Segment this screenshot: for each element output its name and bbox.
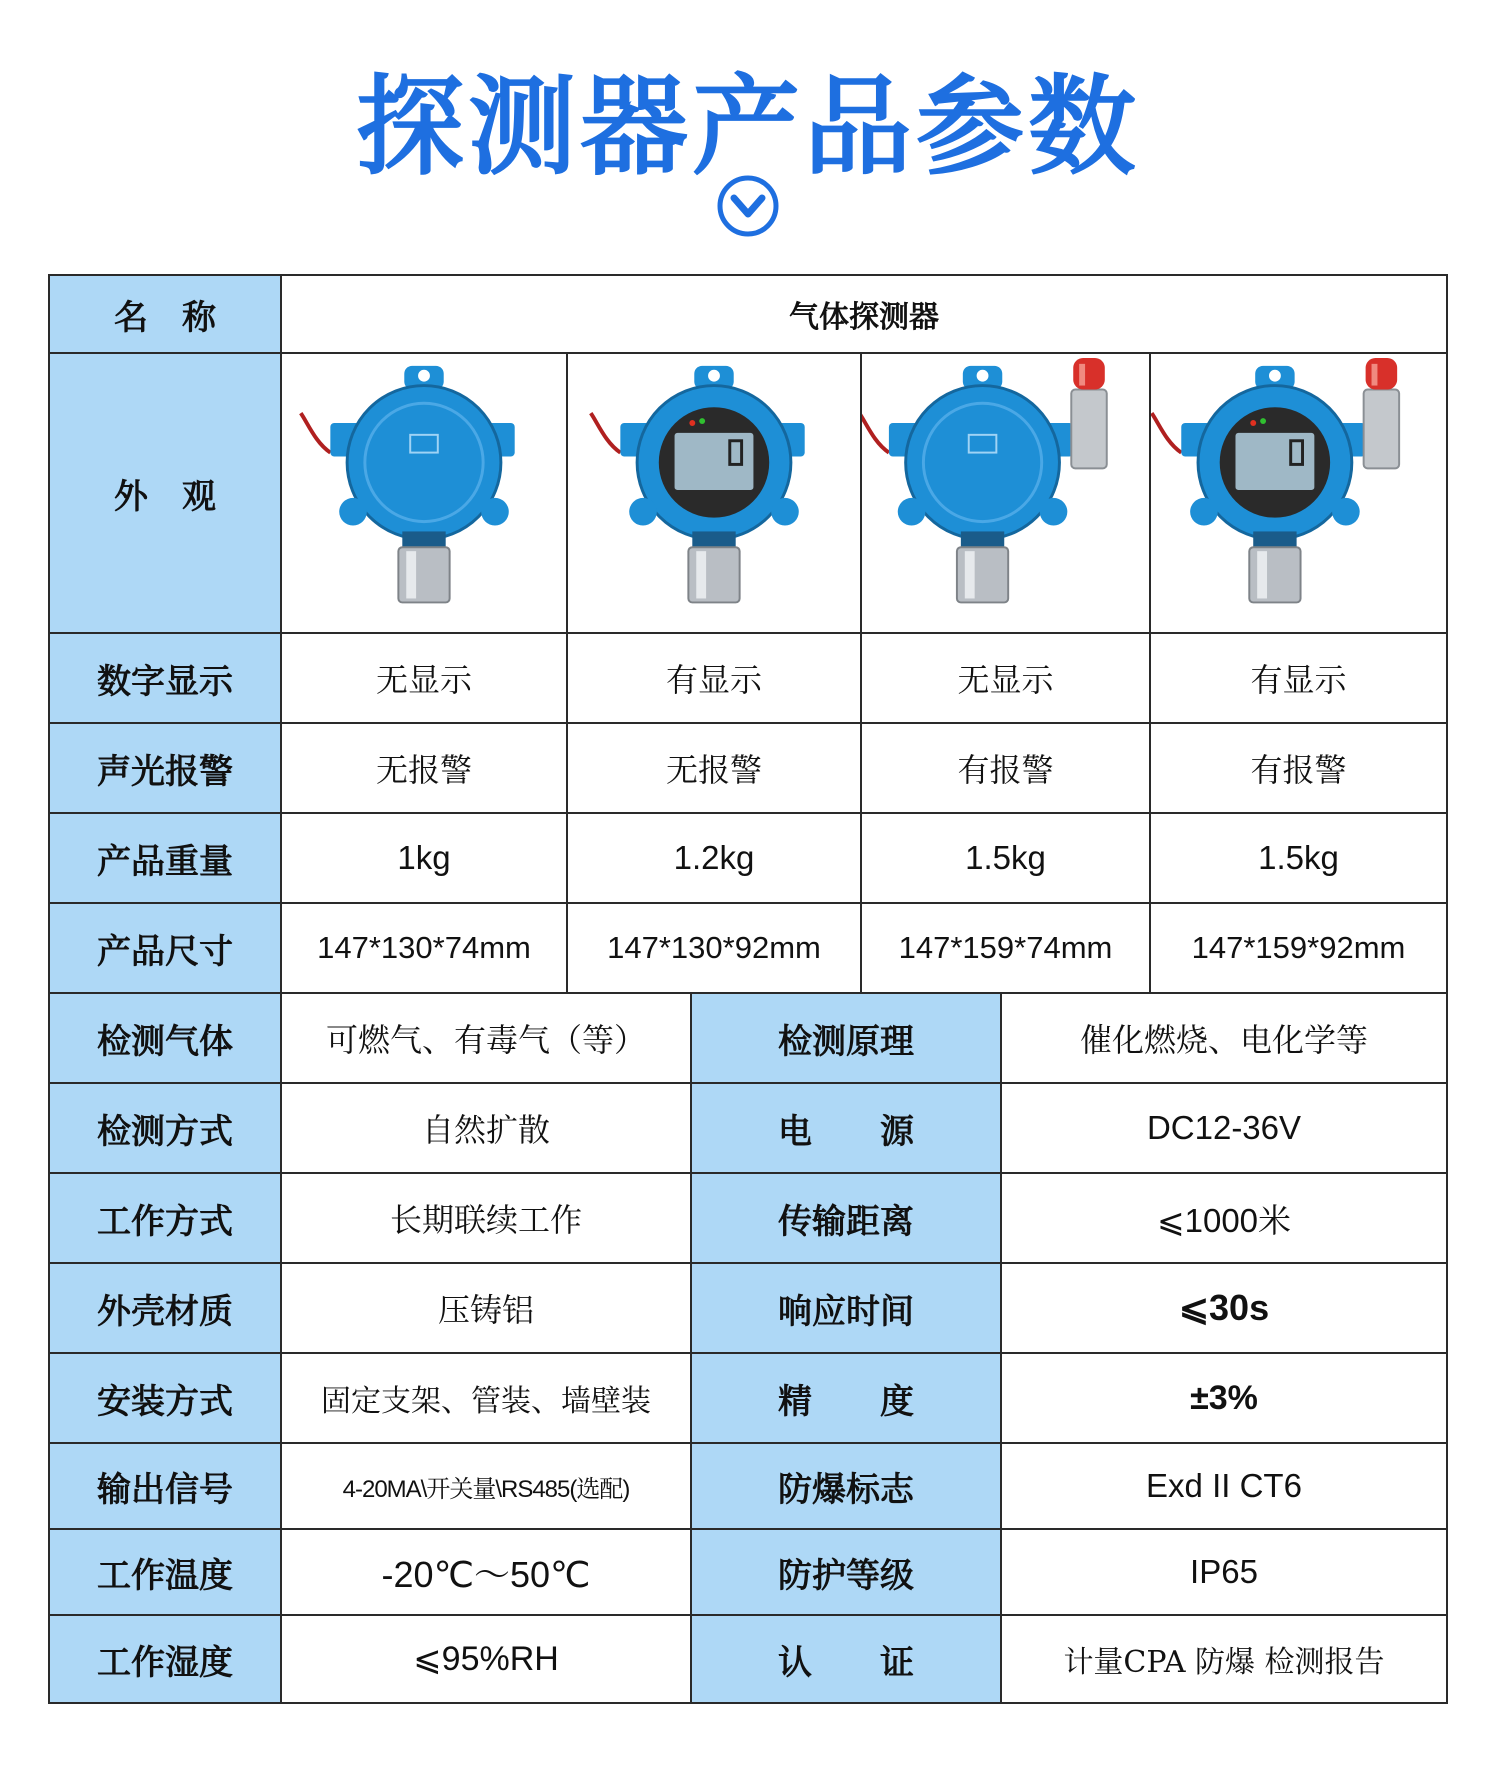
pair-value: DC12-36V [1000,1082,1448,1174]
pair-label: 认 证 [690,1614,1002,1704]
device-image-1 [280,352,568,634]
spec-value: 有报警 [860,722,1151,814]
device-image-4 [1149,352,1448,634]
alarm-body [1364,389,1399,468]
pair-value: 计量CPA 防爆 检测报告 [1000,1614,1448,1704]
device-image-2 [566,352,862,634]
pair-label: 检测原理 [690,992,1002,1084]
pair-value: 长期联续工作 [280,1172,692,1264]
sensor-head [957,547,1008,602]
status-led [1260,418,1266,424]
housing-ear [771,498,799,526]
spec-value: 有显示 [1149,632,1448,724]
spec-value: 1kg [280,812,568,904]
status-led [1250,420,1256,426]
sensor-highlight [1257,551,1267,598]
pair-label: 传输距离 [690,1172,1002,1264]
page-title: 探测器产品参数 [355,65,1140,190]
spec-value: 147*159*92mm [1149,902,1448,994]
sensor-collar [1253,531,1296,547]
pair-value: 4-20MA\开关量\RS485(选配) [280,1442,692,1530]
detector-housing [906,386,1060,540]
spec-value: 147*130*92mm [566,902,862,994]
pair-value: ⩽1000米 [1000,1172,1448,1264]
spec-label: 声光报警 [48,722,282,814]
beacon-highlight [1079,364,1085,386]
spec-value: 有显示 [566,632,862,724]
pair-value: -20℃～50℃ [280,1528,692,1616]
housing-ear [898,498,926,526]
pair-label: 工作方式 [48,1172,282,1264]
housing-ear [481,498,509,526]
pair-label: 安装方式 [48,1352,282,1444]
spec-value: 无报警 [280,722,568,814]
spec-value: 无报警 [566,722,862,814]
spec-value: 1.5kg [860,812,1151,904]
pair-value: IP65 [1000,1528,1448,1616]
alarm-body [1071,389,1106,468]
mount-hole [418,370,430,382]
mount-hole [708,370,720,382]
alarm-beacon [1366,358,1398,390]
gas-detector-display-alarm-image [1151,354,1446,632]
pair-value: ⩽95%RH [280,1614,692,1704]
sensor-head [398,547,449,602]
spec-label: 数字显示 [48,632,282,724]
sensor-collar [402,531,445,547]
row-appearance-label: 外 观 [48,352,282,634]
row-name-value: 气体探测器 [280,274,1448,354]
status-led [699,418,705,424]
sensor-highlight [965,551,975,598]
pair-label: 精 度 [690,1352,1002,1444]
housing-ear [1040,498,1068,526]
alarm-beacon [1073,358,1105,390]
housing-ear [339,498,367,526]
spec-value: 1.5kg [1149,812,1448,904]
spec-value: 无显示 [860,632,1151,724]
spec-table [48,274,1448,1710]
housing-ear [1190,498,1218,526]
pair-value: 压铸铝 [280,1262,692,1354]
beacon-highlight [1372,364,1378,386]
pair-value: Exd II CT6 [1000,1442,1448,1530]
pair-value: 可燃气、有毒气（等） [280,992,692,1084]
spec-value: 147*159*74mm [860,902,1151,994]
gas-detector-alarm-image [862,354,1149,632]
spec-value: 有报警 [1149,722,1448,814]
sensor-highlight [696,551,706,598]
pair-label: 防护等级 [690,1528,1002,1616]
chevron-down-circle-icon [716,174,780,238]
spec-label: 产品重量 [48,812,282,904]
pair-label: 响应时间 [690,1262,1002,1354]
spec-value: 1.2kg [566,812,862,904]
sensor-highlight [406,551,416,598]
pair-label: 输出信号 [48,1442,282,1530]
pair-label: 检测方式 [48,1082,282,1174]
device-image-3 [860,352,1151,634]
pair-value: 催化燃烧、电化学等 [1000,992,1448,1084]
sensor-collar [692,531,735,547]
cable [1152,413,1182,452]
mount-hole [1269,370,1281,382]
detector-housing [347,386,501,540]
cable [862,413,889,452]
pair-value: 固定支架、管装、墙壁装 [280,1352,692,1444]
spec-value: 无显示 [280,632,568,724]
pair-label: 外壳材质 [48,1262,282,1354]
sensor-head [688,547,739,602]
pair-value: 自然扩散 [280,1082,692,1174]
pair-label: 电 源 [690,1082,1002,1174]
gas-detector-image [282,354,566,632]
cable [591,413,621,452]
housing-ear [629,498,657,526]
spec-value: 147*130*74mm [280,902,568,994]
mount-hole [977,370,989,382]
gas-detector-display-image [568,354,860,632]
row-name-label: 名 称 [48,274,282,354]
spec-label: 产品尺寸 [48,902,282,994]
pair-value: ⩽30s [1000,1262,1448,1354]
cable [301,413,331,452]
pair-label: 防爆标志 [690,1442,1002,1530]
sensor-collar [961,531,1004,547]
pair-label: 检测气体 [48,992,282,1084]
pair-label: 工作温度 [48,1528,282,1616]
housing-ear [1332,498,1360,526]
sensor-head [1249,547,1300,602]
pair-label: 工作湿度 [48,1614,282,1704]
pair-value: ±3% [1000,1352,1448,1444]
status-led [689,420,695,426]
